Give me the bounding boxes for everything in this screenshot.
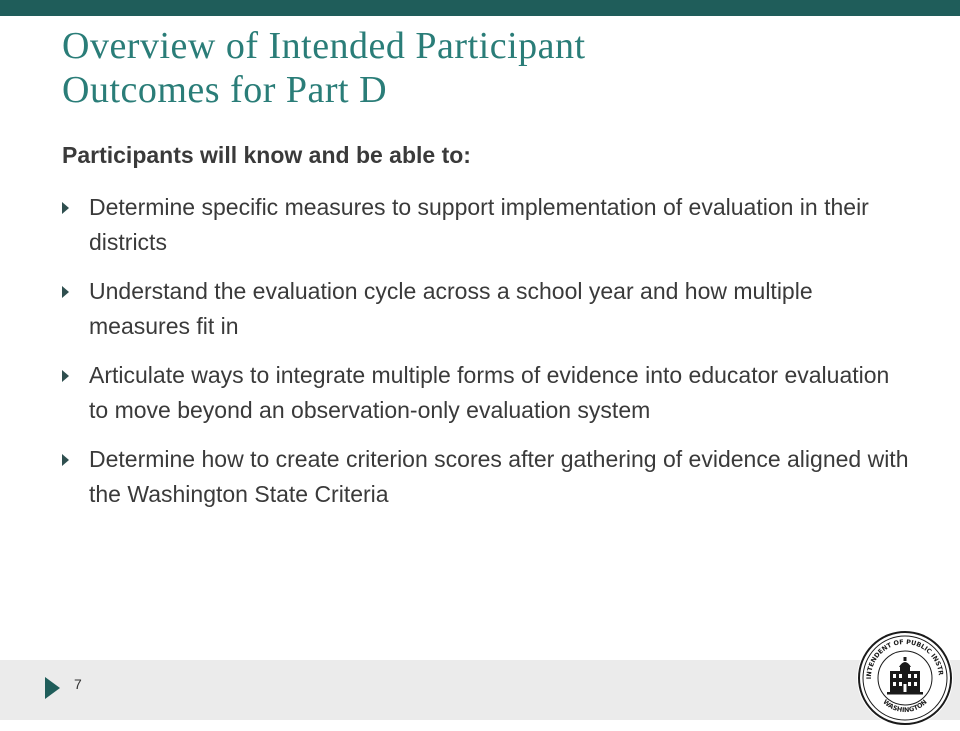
bullet-text: Understand the evaluation cycle across a school year and how multiple measures fit in: [89, 278, 813, 339]
slide-subtitle: Participants will know and be able to:: [62, 142, 471, 168]
bullet-arrow-icon: [62, 454, 69, 466]
bullet-item: [60, 274, 910, 344]
footer-bar: [0, 660, 960, 720]
bullet-text: Determine how to create criterion scores after gathering of evidence aligned with the Washington State Criteria: [89, 446, 909, 507]
page-number: 7: [74, 676, 82, 692]
title-line-1: Overview of Intended Participant: [62, 25, 586, 67]
title-line-2: Outcomes for Part D: [62, 69, 388, 111]
bullet-arrow-icon: [62, 286, 69, 298]
bullet-item: [60, 190, 910, 260]
top-accent-bar: [0, 0, 960, 16]
slide-title: [62, 24, 922, 112]
seal-top-text: INTENDENT OF PUBLIC INSTR: [864, 637, 945, 680]
bullet-arrow-icon: [62, 202, 69, 214]
bullet-arrow-icon: [62, 370, 69, 382]
seal-graphic: [857, 630, 953, 726]
bullet-list: [60, 190, 910, 526]
seal-bottom-text: WASHINGTON: [881, 697, 929, 715]
footer-arrow-icon: [45, 677, 60, 699]
ospi-seal-logo: [857, 630, 953, 726]
bullet-text: Articulate ways to integrate multiple forms of evidence into educator evaluation to move beyond an observation-only evaluation system: [89, 362, 890, 423]
bullet-item: [60, 358, 910, 428]
bullet-text: Determine specific measures to support implementation of evaluation in their districts: [89, 194, 869, 255]
bullet-item: [60, 442, 910, 512]
